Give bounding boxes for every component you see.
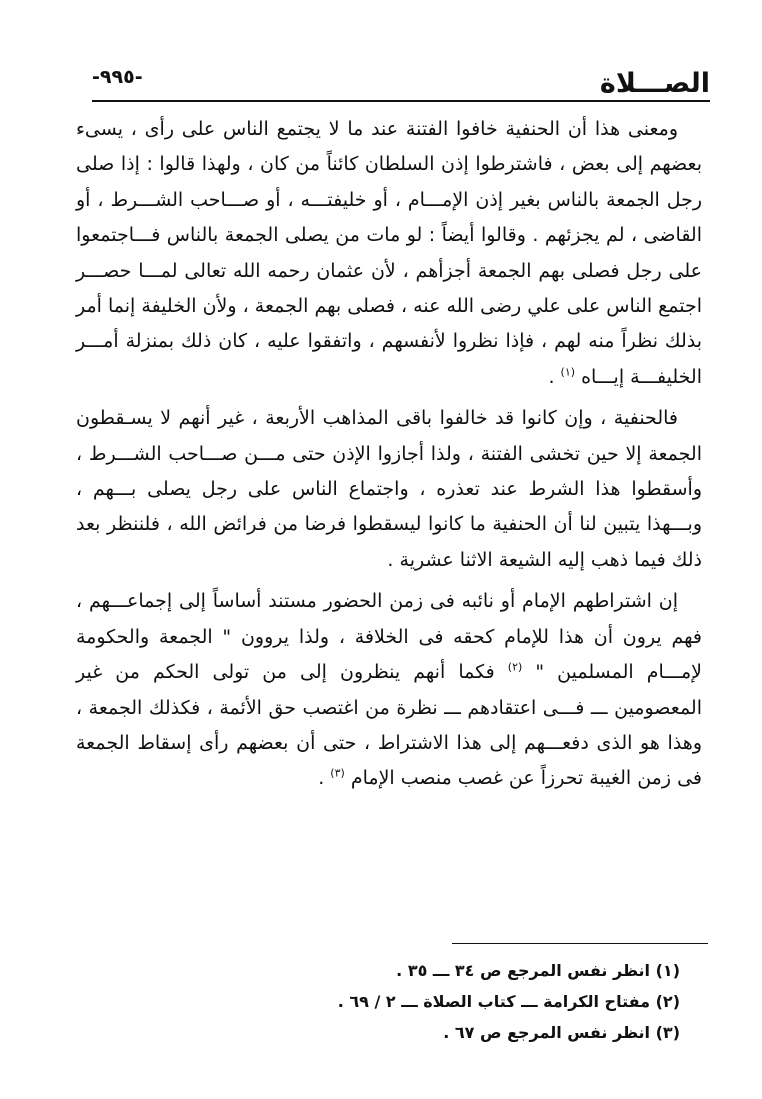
paragraph-text: ومعنى هذا أن الحنفية خافوا الفتنة عند ما لا يجتمع الناس على رأى ، يسىء بعضهم إلى بعض ، فاشترطوا إذن السلطان كائناً من كان ، ولهذا قالوا : إذا صلى رجل الجمعة بالناس بغير إذن الإمـــام ، أو خليفتـــه ، أو صـــاحب الشـــرط ، أو القاضى ، لم يجزئهم . وقالوا أيضاً : لو مات من يصلى الجمعة بالناس فـــاجتمعوا على رجل فصلى بهم الجمعة أجزأهم ، لأن عثمان رحمه الله تعالى لمـــا حصـــر اجتمع الناس على علي رضى الله عنه ، فصلى بهم الجمعة ، ولأن الخليفة إنما أمر بذلك نظراً منه لهم ، فإذا نظروا لأنفسهم ، واتفقوا عليه ، كان ذلك بمنزلة أمـــر الخليفـــة إيـــاه <box>76 118 702 388</box>
paragraph-text: فكما أنهم ينظرون إلى من تولى الحكم من غير المعصومين ـــ فـــى اعتقادهم ـــ نظرة من اغتصب حق الأئمة ، فكذلك الجمعة ، وهذا هو الذى دفعـــهم إلى هذا الاشتراط ، حتى أن بعضهم رأى إسقاط الجمعة فى زمن الغيبة تحرزاً عن غصب منصب الإمام <box>76 661 702 790</box>
footnote-3: (٣) انظر نفس المرجع ص ٦٧ . <box>443 1023 680 1042</box>
body-text <box>76 112 702 797</box>
paragraph-3 <box>76 584 702 796</box>
footnotes <box>120 955 680 1048</box>
footnote-divider <box>452 943 708 944</box>
footnote-ref: (٣) <box>330 766 345 780</box>
footnote-2: (٢) مفتاح الكرامة ـــ كتاب الصلاة ـــ ٢ / ٦٩ . <box>337 992 680 1011</box>
page-header <box>92 62 710 102</box>
paragraph-text: . <box>548 365 555 388</box>
paragraph-text: . <box>318 767 325 790</box>
page-number: -٩٩٥- <box>92 66 143 88</box>
paragraph-text: إن اشتراطهم الإمام أو نائبه فى زمن الحضور مستند أساساً إلى إجماعـــهم ، فهم يرون أن هذا للإمام كحقه فى الخلافة ، ولذا يروون " الجمعة والحكومة لإمـــام المسلمين " <box>76 590 702 684</box>
footnote-ref: (٢) <box>507 660 523 674</box>
footnote-ref: (١) <box>560 365 576 379</box>
paragraph-text: فالحنفية ، وإن كانوا قد خالفوا باقى المذاهب الأربعة ، غير أنهم لا يسـقطون الجمعة إلا حين تخشى الفتنة ، ولذا أجازوا الإذن حتى مـــن صـــاحب الشـــرط ، وأسقطوا هذا الشرط عند تعذره ، واجتماع الناس على رجل يصلى بـــهم ، وبـــهذا يتبين لنا أن الحنفية ما كانوا ليسقطوا فرضا من فرائض الله ، فلننظر بعد ذلك فيما ذهب إليه الشيعة الاثنا عشرية . <box>76 407 702 571</box>
paragraph-1 <box>76 112 702 395</box>
running-title: الصـــلاة <box>599 68 710 99</box>
footnote-1: (١) انظر نفس المرجع ص ٣٤ ـــ ٣٥ . <box>396 961 680 980</box>
paragraph-2 <box>76 401 702 578</box>
